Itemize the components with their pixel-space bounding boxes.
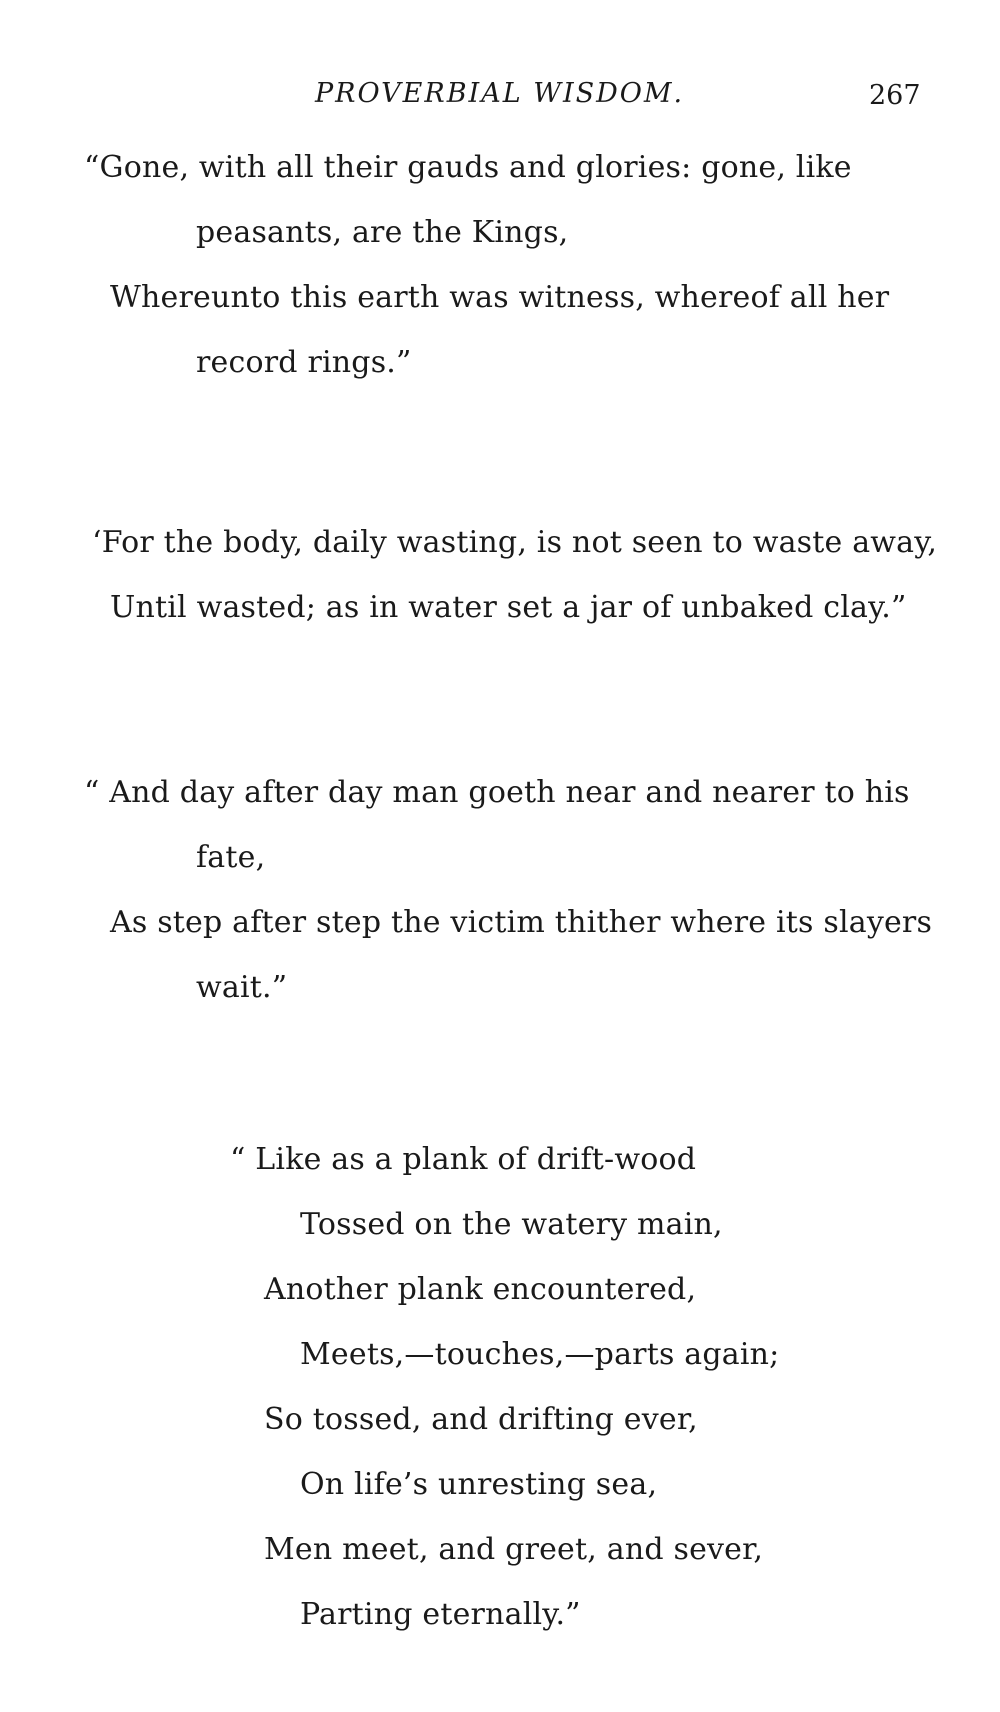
verse-line: “ And day after day man goeth near and nearer to his (84, 775, 910, 810)
verse-line: record rings.” (196, 345, 412, 380)
verse-line: peasants, are the Kings, (196, 215, 569, 250)
verse-line: Men meet, and greet, and sever, (264, 1532, 764, 1567)
verse-line: “Gone, with all their gauds and glories: gone, like (84, 150, 852, 185)
verse-line: So tossed, and drifting ever, (264, 1402, 698, 1437)
verse-line: Whereunto this earth was witness, whereof all her (110, 280, 890, 315)
verse-line: As step after step the victim thither where its slayers (110, 905, 933, 940)
verse-line: “ Like as a plank of drift-wood (230, 1142, 697, 1177)
running-title: PROVERBIAL WISDOM. (315, 78, 685, 109)
verse-line: wait.” (196, 970, 288, 1005)
verse-line: Tossed on the watery main, (300, 1207, 723, 1242)
verse-line: fate, (196, 840, 266, 875)
verse-line: ‘For the body, daily wasting, is not seen to waste away, (92, 525, 938, 560)
verse-line: Meets,—touches,—parts again; (300, 1337, 780, 1372)
page-number: 267 (869, 80, 921, 111)
verse-line: Parting eternally.” (300, 1597, 581, 1632)
verse-line: On life’s unresting sea, (300, 1467, 658, 1502)
verse-line: Another plank encountered, (264, 1272, 697, 1307)
verse-line: Until wasted; as in water set a jar of unbaked clay.” (110, 590, 907, 625)
